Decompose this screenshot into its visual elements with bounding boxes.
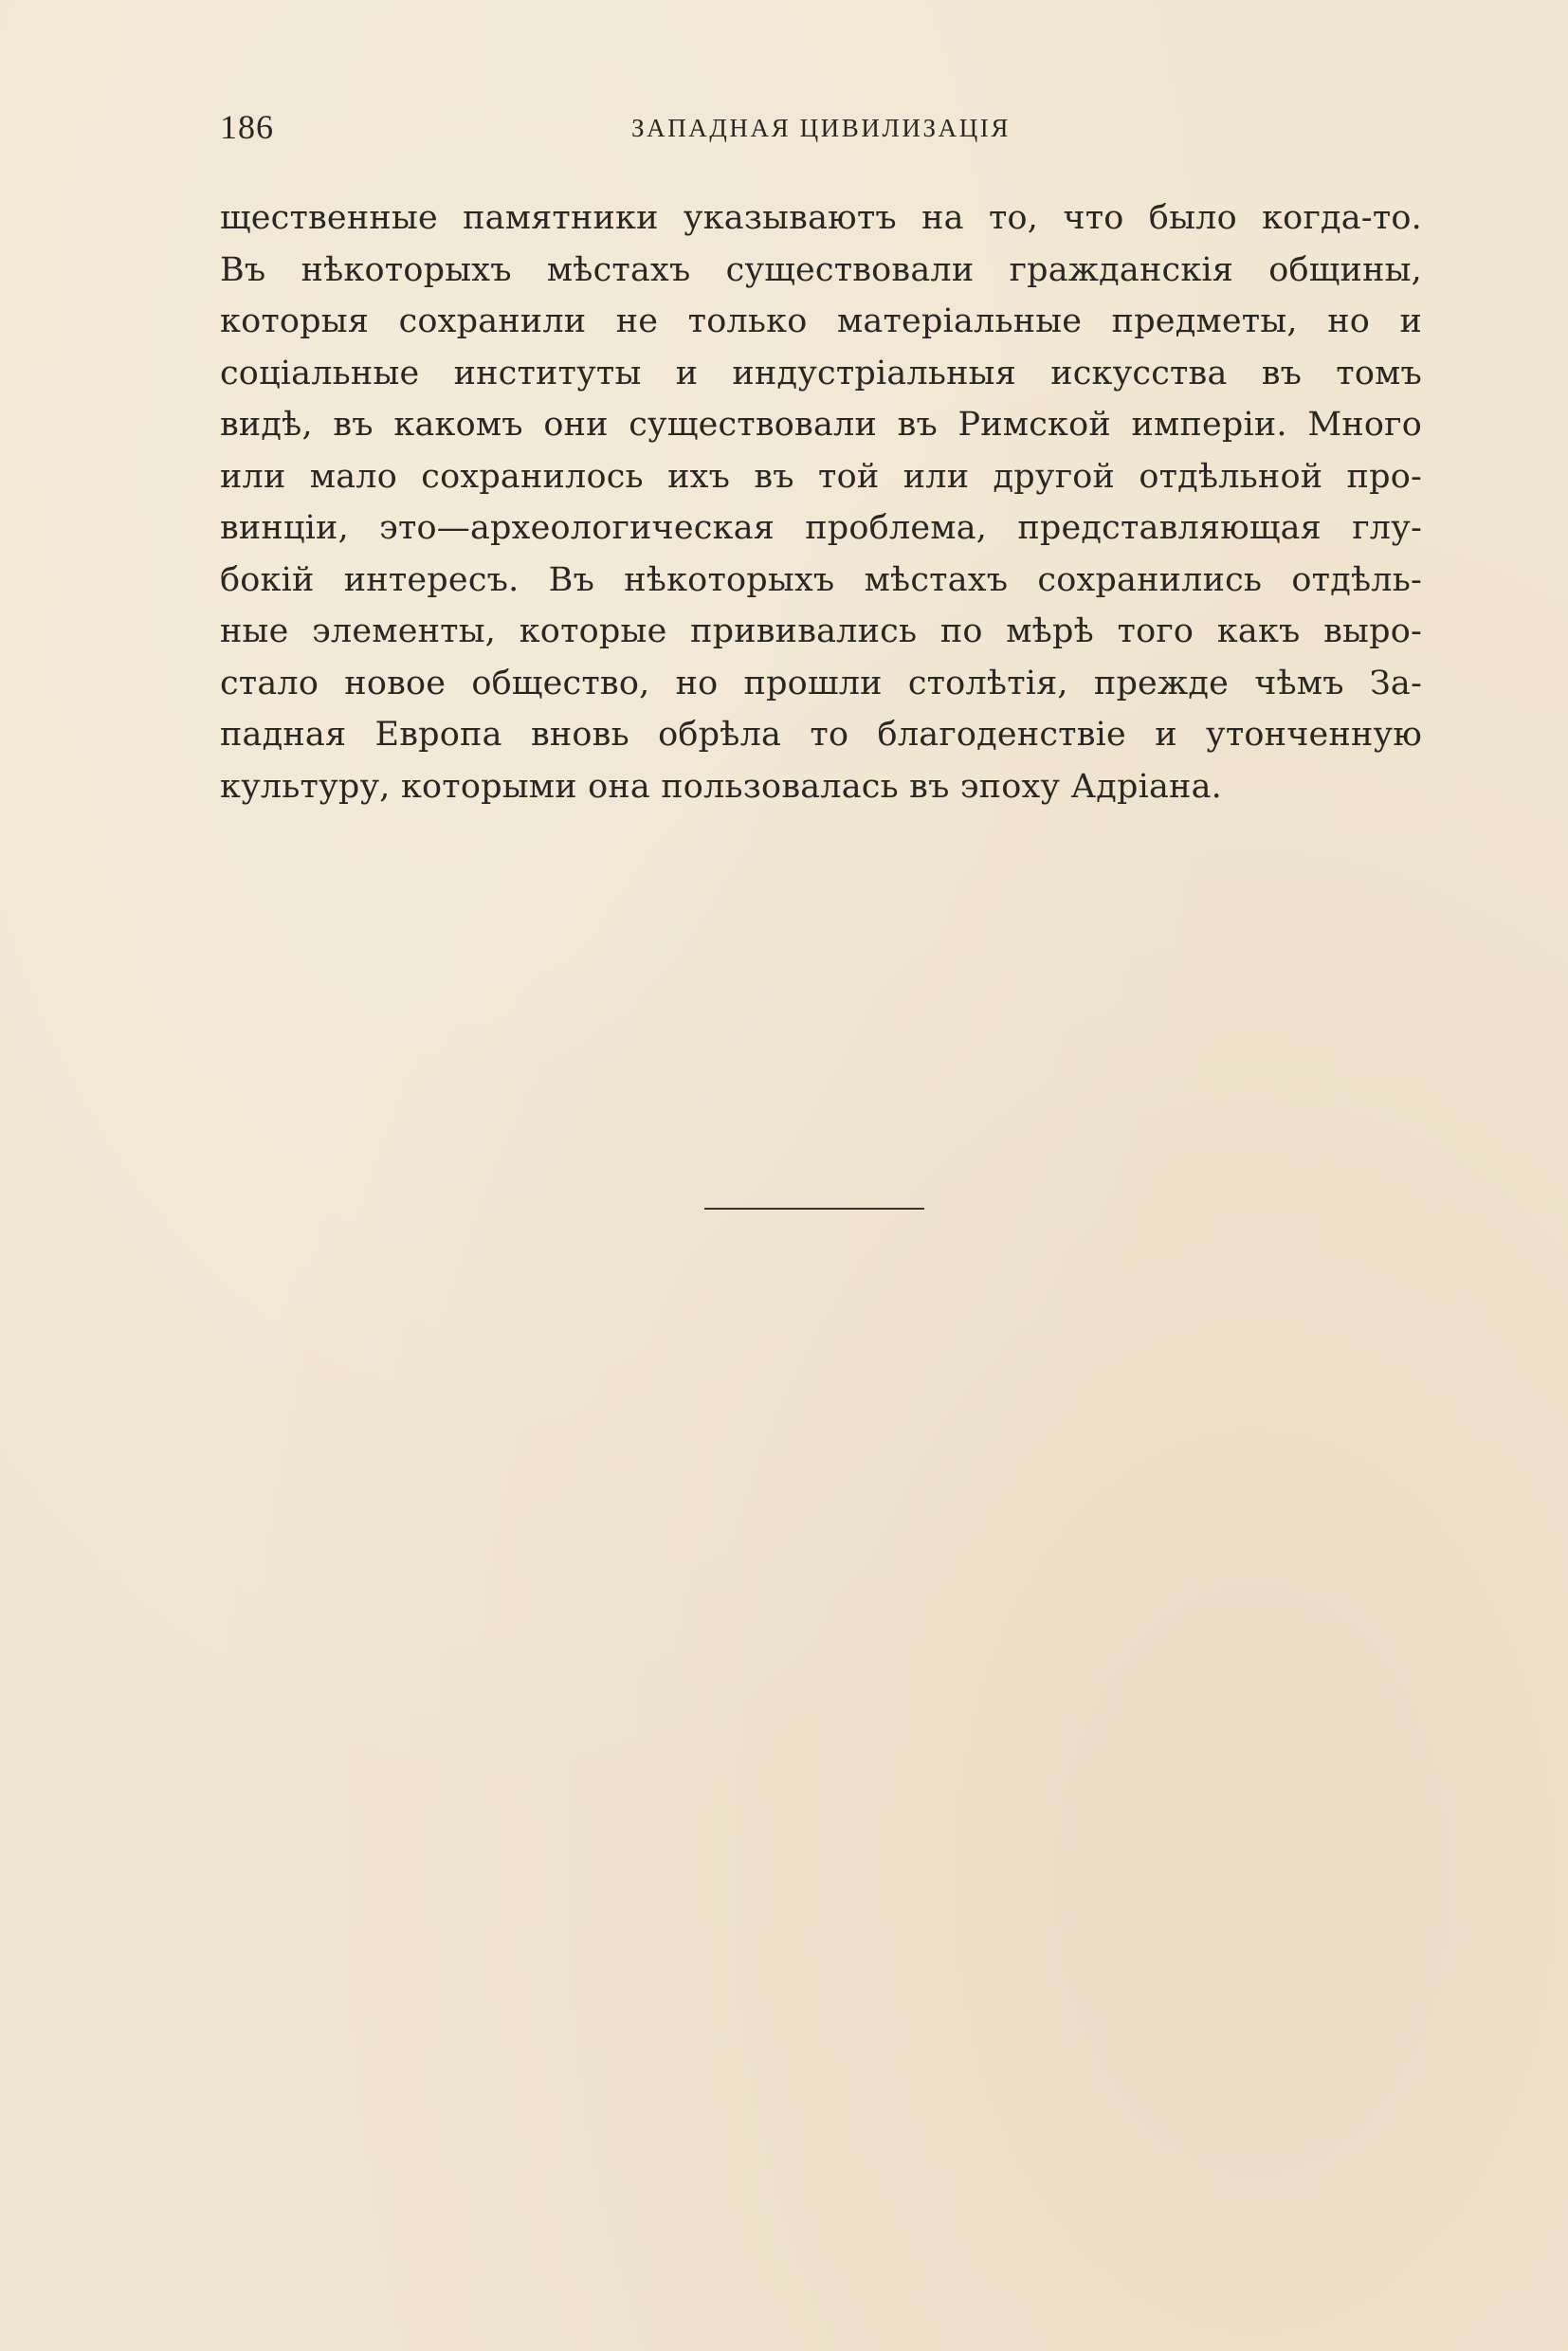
text-line: падная Европа вновь обрѣла то благоденствіе и утонченную bbox=[220, 716, 1422, 754]
text-line: которыя сохранили не только матеріальные предметы, но и bbox=[220, 302, 1422, 340]
running-title: ЗАПАДНАЯ ЦИВИЛИЗАЦІЯ bbox=[630, 114, 1012, 142]
text-line: культуру, которыми она пользовалась въ эпоху Адріана. bbox=[220, 767, 1222, 806]
text-line: видѣ, въ какомъ они существовали въ Римской имперіи. Много bbox=[220, 406, 1422, 444]
text-line: бокій интересъ. Въ нѣкоторыхъ мѣстахъ сохранились отдѣль- bbox=[220, 560, 1422, 599]
body-text bbox=[220, 192, 1422, 812]
text-line: ные элементы, которые прививались по мѣрѣ того какъ выро- bbox=[220, 612, 1422, 650]
text-line: стало новое общество, но прошли столѣтія, прежде чѣмъ За- bbox=[220, 664, 1422, 702]
page-number: 186 bbox=[220, 108, 274, 146]
text-line: Въ нѣкоторыхъ мѣстахъ существовали гражданскія общины, bbox=[220, 250, 1422, 289]
text-line: или мало сохранилось ихъ въ той или другой отдѣльной про- bbox=[220, 457, 1422, 496]
text-line: щественные памятники указываютъ на то, что было когда-то. bbox=[220, 199, 1422, 237]
text-line: винціи, это—археологическая проблема, представляющая глу- bbox=[220, 509, 1422, 547]
running-head bbox=[220, 106, 1422, 154]
text-line: соціальные институты и индустріальныя искусства въ томъ bbox=[220, 354, 1422, 392]
chapter-end-rule bbox=[704, 1208, 924, 1210]
